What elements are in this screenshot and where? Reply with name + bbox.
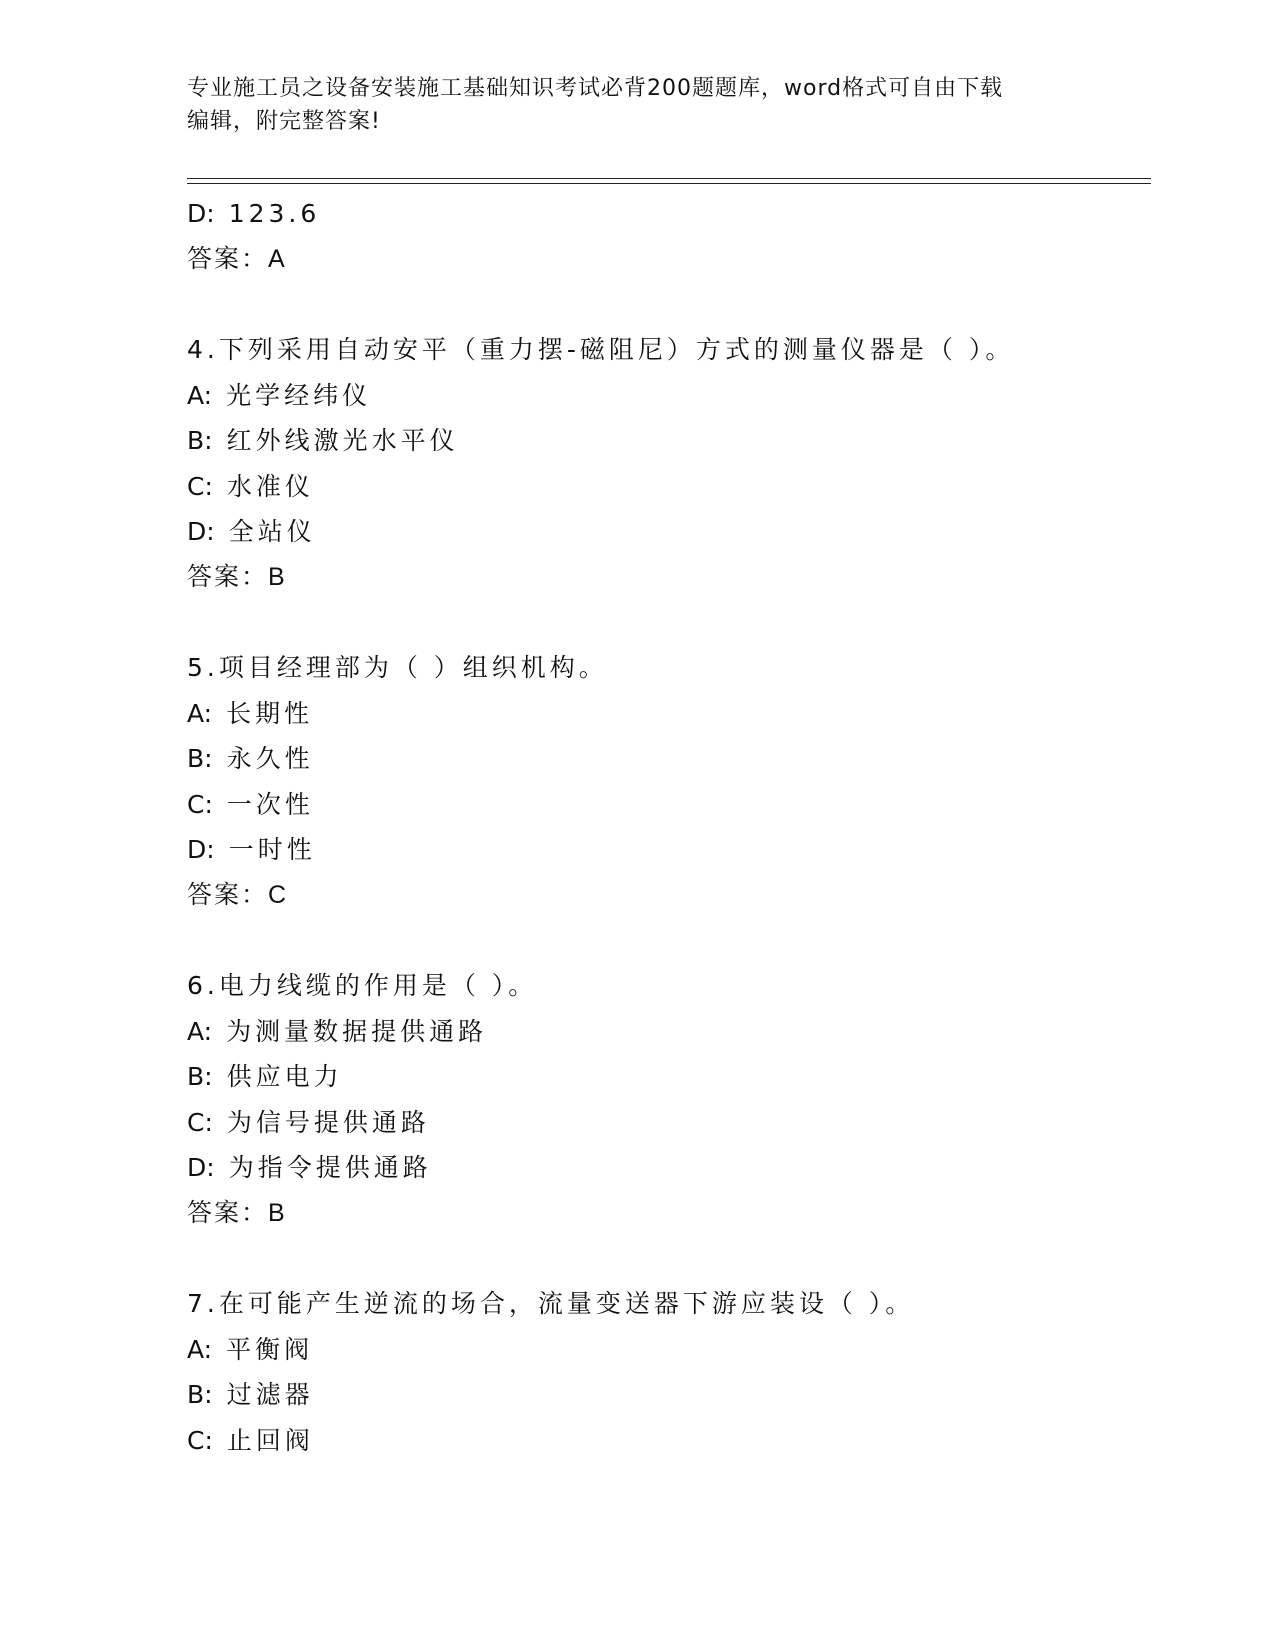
question-7 (187, 1281, 1147, 1463)
option-text: 123.6 (228, 199, 321, 228)
option-line (187, 827, 1147, 873)
option-letter: D: (187, 517, 215, 546)
option-letter: D: (187, 1153, 215, 1182)
option-text: 一次性 (226, 789, 314, 819)
option-line (187, 191, 1147, 237)
answer-line: 答案：B (187, 1198, 287, 1227)
option-text: 为指令提供通路 (228, 1153, 432, 1182)
option-line (187, 1418, 1147, 1464)
option-letter: B: (187, 744, 213, 773)
option-line (187, 1327, 1147, 1373)
header-rule-bottom (187, 183, 1151, 184)
question-content (187, 191, 1147, 1463)
option-line (187, 373, 1147, 419)
option-text: 长期性 (226, 698, 314, 728)
option-letter: C: (187, 1425, 213, 1455)
option-text: 为测量数据提供通路 (226, 1016, 488, 1046)
option-text: 红外线激光水平仪 (226, 426, 459, 455)
question-stem: 6.电力线缆的作用是（ ）。 (187, 971, 538, 1000)
option-line (187, 464, 1147, 510)
header-title-line-1: 专业施工员之设备安装施工基础知识考试必背200题题库，word格式可自由下载 (187, 76, 1004, 101)
question-stem: 4.下列采用自动安平（重力摆-磁阻尼）方式的测量仪器是（ ）。 (187, 335, 1015, 364)
option-line (187, 509, 1147, 555)
option-text: 永久性 (226, 744, 314, 773)
answer-line: 答案：C (187, 880, 289, 909)
option-letter: C: (187, 789, 213, 819)
option-letter: B: (187, 1062, 213, 1091)
option-text: 止回阀 (226, 1425, 314, 1455)
option-line (187, 736, 1147, 782)
option-letter: A: (187, 1334, 213, 1364)
option-line (187, 691, 1147, 737)
option-letter: A: (187, 1016, 213, 1046)
question-4 (187, 327, 1147, 600)
header-title-line-2: 编辑，附完整答案! (187, 109, 381, 134)
option-text: 一时性 (228, 835, 316, 864)
option-letter: A: (187, 698, 213, 728)
option-line (187, 418, 1147, 464)
question-6 (187, 963, 1147, 1236)
option-line (187, 1009, 1147, 1055)
option-text: 供应电力 (226, 1062, 343, 1091)
previous-question-tail (187, 191, 1147, 282)
option-text: 平衡阀 (226, 1334, 314, 1364)
option-line (187, 1100, 1147, 1146)
option-line (187, 1054, 1147, 1100)
option-letter: D: (187, 835, 215, 864)
option-text: 为信号提供通路 (226, 1107, 430, 1137)
option-letter: B: (187, 1380, 213, 1409)
option-letter: C: (187, 1107, 213, 1137)
option-letter: C: (187, 471, 213, 501)
option-text: 全站仪 (228, 517, 316, 546)
answer-line: 答案：A (187, 244, 287, 273)
answer-line: 答案：B (187, 562, 287, 591)
option-line (187, 1372, 1147, 1418)
option-line (187, 1145, 1147, 1191)
option-text: 水准仪 (226, 471, 314, 501)
option-text: 光学经纬仪 (226, 380, 372, 410)
option-letter: B: (187, 426, 213, 455)
question-5 (187, 645, 1147, 918)
header-rule-top (187, 178, 1151, 179)
option-letter: A: (187, 380, 213, 410)
option-letter: D: (187, 199, 215, 228)
option-text: 过滤器 (226, 1380, 314, 1409)
page-header (187, 72, 1087, 138)
question-stem: 7.在可能产生逆流的场合，流量变送器下游应装设（ ）。 (187, 1289, 915, 1318)
option-line (187, 782, 1147, 828)
question-stem: 5.项目经理部为（ ）组织机构。 (187, 653, 608, 682)
